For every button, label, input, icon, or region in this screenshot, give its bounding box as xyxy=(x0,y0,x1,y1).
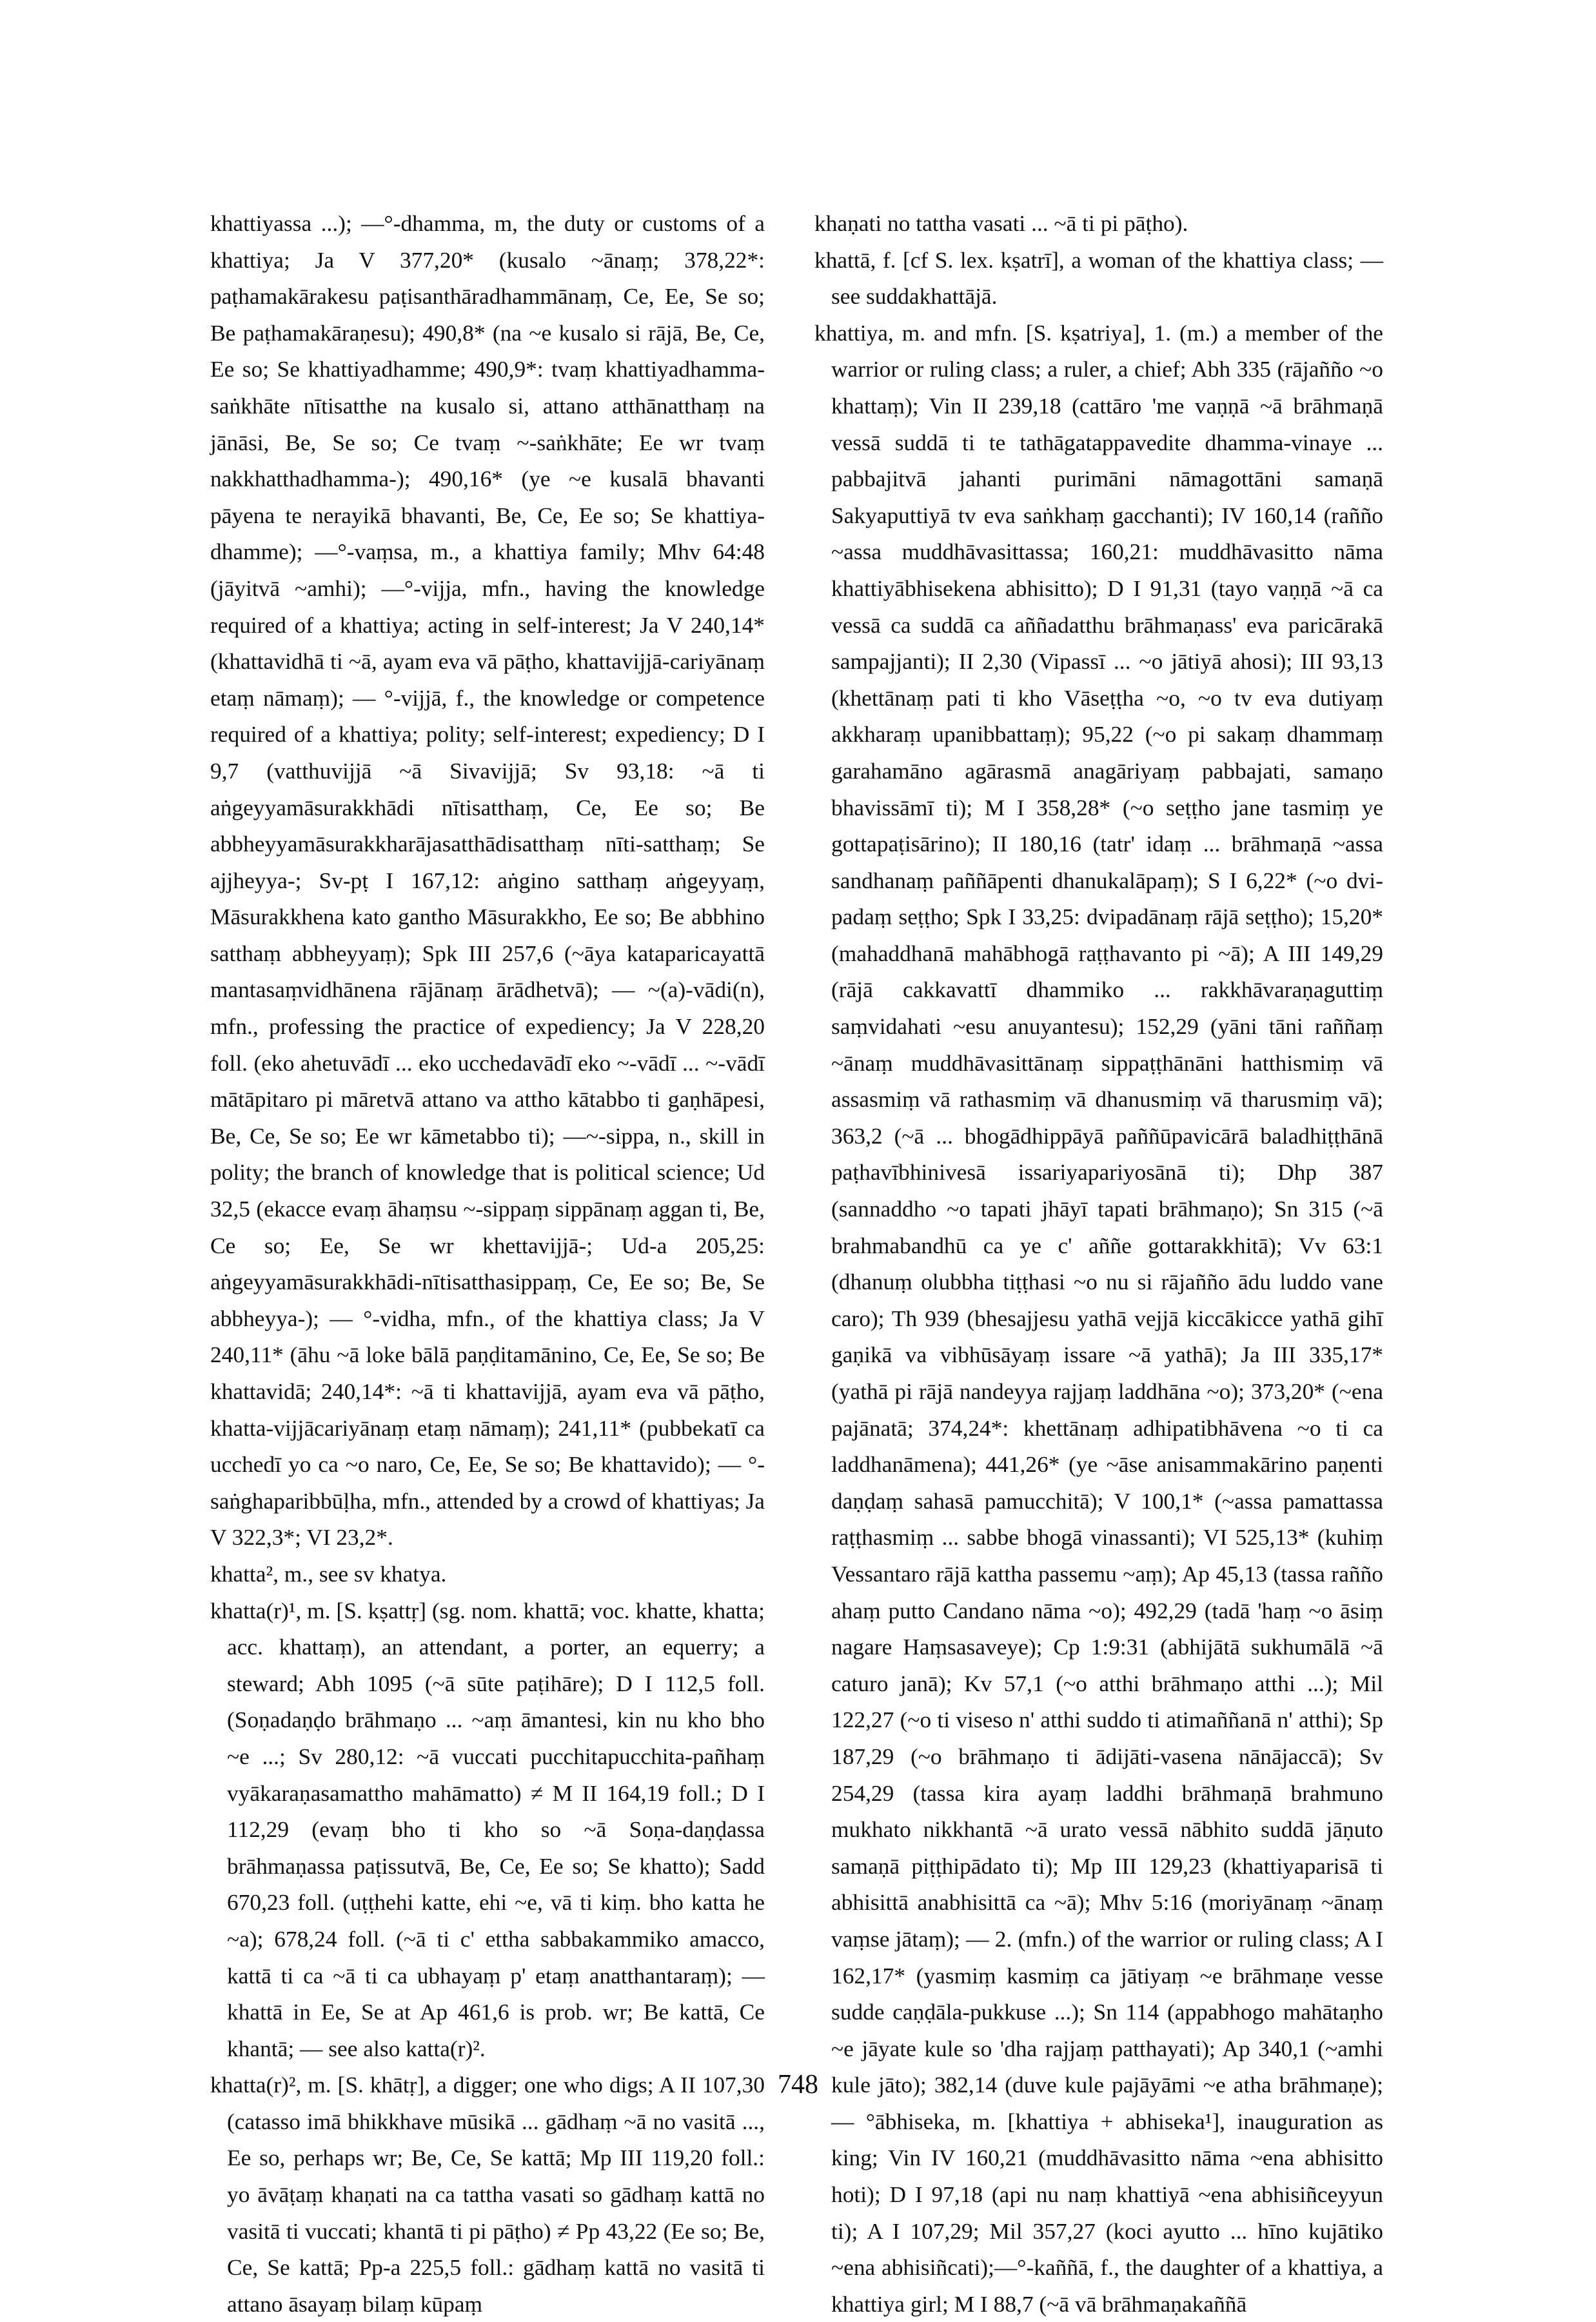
dictionary-entry: khattā, f. [cf S. lex. kṣatrī], a woman of the khattiya class; — see suddakhattājā. xyxy=(814,246,1383,310)
dictionary-entry: khatta(r)¹, m. [S. kṣattṛ] (sg. nom. khattā; voc. khatte, khatta; acc. khattaṃ), an attendant, a porter, an equerry; a steward; Abh 1095 (~ā sūte paṭihāre); D I 112,5 foll. (Soṇadaṇḍo brāhmaṇo ... ~aṃ āmantesi, kin nu kho bho ~e ...; Sv 280,12: ~ā vuccati pucchitapucchita-pañhaṃ vyākaraṇasamattho mahāmatto) ≠ M II 164,19 foll.; D I 112,29 (evaṃ bho ti kho so ~ā Soṇa-daṇḍassa brāhmaṇassa paṭissutvā, Be, Ce, Ee so; Se khatto); Sadd 670,23 foll. (uṭṭhehi katte, ehi ~e, vā ti kiṃ. bho katta he ~a); 678,24 foll. (~ā ti c' ettha sabbakammiko amacco, kattā ti ca ~ā ti ca ubhayaṃ p' etaṃ anatthantaraṃ); — khattā in Ee, Se at Ap 461,6 is prob. wr; Be kattā, Ce khantā; — see also katta(r)². xyxy=(210,1597,765,2061)
dictionary-entry: khatta², m., see sv khatya. xyxy=(210,1560,447,1587)
dictionary-entry-continuation: khaṇati no tattha vasati ... ~ā ti pi pāṭho). xyxy=(814,210,1188,236)
dictionary-entry-continuation: khattiyassa ...); —°-dhamma, m, the duty or customs of a khattiya; Ja V 377,20* (kusalo ~ānaṃ; 378,22*: paṭhamakārakesu paṭisanthāradhammānaṃ, Ce, Ee, Se so; Be paṭhamakāraṇesu); 490,8* (na ~e kusalo si rājā, Be, Ce, Ee so; Se khattiyadhamme; 490,9*: tvaṃ khattiyadhamma-saṅkhāte nītisatthe na kusalo si, attano atthānatthaṃ na jānāsi, Be, Se so; Ce tvaṃ ~-saṅkhāte; Ee wr tvaṃ nakkhatthadhamma-); 490,16* (ye ~e kusalā bhavanti pāyena te nerayikā bhavanti, Be, Ce, Ee so; Se khattiya-dhamme); —°-vaṃsa, m., a khattiya family; Mhv 64:48 (jāyitvā ~amhi); —°-vijja, mfn., having the knowledge required of a khattiya; acting in self-interest; Ja V 240,14* (khattavidhā ti ~ā, ayam eva vā pāṭho, khattavijjā-cariyānaṃ etaṃ nāmaṃ); — °-vijjā, f., the knowledge or competence required of a khattiya; polity; self-interest; expediency; D I 9,7 (vatthuvijjā ~ā Sivavijjā; Sv 93,18: ~ā ti aṅgeyyamāsurakkhādi nītisatthaṃ, Ce, Ee so; Be abbheyyamāsurakkharājasatthādisatthaṃ nīti-satthaṃ; Se ajjheyya-; Sv-pṭ I 167,12: aṅgino satthaṃ aṅgeyyaṃ, Māsurakkhena kato gantho Māsurakkho, Ee so; Be abbhino satthaṃ abbheyyaṃ); Spk III 257,6 (~āya kataparicayattā mantasaṃvidhānena rājānaṃ ārādhetvā); — ~(a)-vādi(n), mfn., professing the practice of expediency; Ja V 228,20 foll. (eko ahetuvādī ... eko ucchedavādī eko ~-vādī ... ~-vādī mātāpitaro pi māretvā attano va attho kātabbo ti gaṇhāpesi, Be, Ce, Se so; Ee wr kāmetabbo ti); —~-sippa, n., skill in polity; the branch of knowledge that is political science; Ud 32,5 (ekacce evaṃ āhaṃsu ~-sippaṃ sippānaṃ aggan ti, Be, Ce so; Ee, Se wr khettavijjā-; Ud-a 205,25: aṅgeyyamāsurakkhādi-nītisatthasippaṃ, Ce, Ee so; Be, Se abbheyya-); — °-vidha, mfn., of the khattiya class; Ja V 240,11* (āhu ~ā loke bālā paṇḍitamānino, Ce, Ee, Se so; Be khattavidā; 240,14*: ~ā ti khattavijjā, ayam eva vā pāṭho, khatta-vijjācariyānaṃ etaṃ nāmaṃ); 241,11* (pubbekatī ca ucchedī yo ca ~o naro, Ce, Ee, Se so; Be khattavido); — °-saṅghaparibbūḷha, mfn., attended by a crowd of khattiyas; Ja V 322,3*; VI 23,2*. xyxy=(210,210,765,1551)
dictionary-entry: khattiya, m. and mfn. [S. kṣatriya], 1. (m.) a member of the warrior or ruling class; a ruler, a chief; Abh 335 (rājañño ~o khattaṃ); Vin II 239,18 (cattāro 'me vaṇṇā ~ā brāhmaṇā vessā suddā ti te tathāgatappavedite dhamma-vinaye ... pabbajitvā jahanti purimāni nāmagottāni samaṇā Sakyaputtiyā tv eva saṅkhaṃ gacchanti); IV 160,14 (rañño ~assa muddhāvasittassa; 160,21: muddhāvasitto nāma khattiyābhisekena abhisitto); D I 91,31 (tayo vaṇṇā ~ā ca vessā ca suddā ca aññadatthu brāhmaṇass' eva paricārakā sampajjanti); II 2,30 (Vipassī ... ~o jātiyā ahosi); III 93,13 (khettānaṃ pati ti kho Vāseṭṭha ~o, ~o tv eva dutiyaṃ akkharaṃ upanibbattaṃ); 95,22 (~o pi sakaṃ dhammaṃ garahamāno agārasmā anagāriyaṃ pabbajati, samaṇo bhavissāmī ti); M I 358,28* (~o seṭṭho jane tasmiṃ ye gottapaṭisārino); II 180,16 (tatr' idaṃ ... brāhmaṇā ~assa sandhanaṃ paññāpenti dhanukalāpaṃ); S I 6,22* (~o dvi-padaṃ seṭṭho; Spk I 33,25: dvipadānaṃ rājā seṭṭho); 15,20* (mahaddhanā mahābhogā raṭṭhavanto pi ~ā); A III 149,29 (rājā cakkavattī dhammiko ... rakkhāvaraṇaguttiṃ saṃvidahati ~esu anuyantesu); 152,29 (yāni tāni raññaṃ ~ānaṃ muddhāvasittānaṃ sippaṭṭhānāni hatthismiṃ vā assasmiṃ vā rathasmiṃ vā dhanusmiṃ vā tharusmiṃ vā); 363,2 (~ā ... bhogādhippāyā paññūpavicārā baladhiṭṭhānā paṭhavībhinivesā issariyapariyosānā ti); Dhp 387 (sannaddho ~o tapati jhāyī tapati brāhmaṇo); Sn 315 (~ā brahmabandhū ca ye c' aññe gottarakkhitā); Vv 63:1 (dhanuṃ olubbha tiṭṭhasi ~o nu si rājañño ādu luddo vane caro); Th 939 (bhesajjesu yathā vejjā kiccākicce yathā gihī gaṇikā va vibhūsāyaṃ issare ~ā yathā); Ja III 335,17* (yathā pi rājā nandeyya rajjaṃ laddhāna ~o); 373,20* (~ena pajānatā; 374,24*: khettānaṃ adhipatibhāvena ~o ti ca laddhanāmena); 441,26* (ye ~āse anisammakārino paṇenti daṇḍaṃ sahasā pamucchitā); V 100,1* (~assa pamattassa raṭṭhasmiṃ ... sabbe bhogā vinassanti); VI 525,13* (kuhiṃ Vessantaro rājā kattha passemu ~aṃ); Ap 45,13 (tassa rañño ahaṃ putto Candano nāma ~o); 492,29 (tadā 'haṃ ~o āsiṃ nagare Haṃsasaveye); Cp 1:9:31 (abhijātā sukhumālā ~ā caturo janā); Kv 57,1 (~o atthi brāhmaṇo atthi ...); Mil 122,27 (~o ti viseso n' atthi suddo ti atimaññanā n' atthi); Sp 187,29 (~o brāhmaṇo ti ādijāti-vasena nānājaccā); Sv 254,29 (tassa kira ayaṃ laddhi brāhmaṇā brahmuno mukhato nikkhantā ~ā urato vessā nābhito suddā jāṇuto samaṇā piṭṭhipādato ti); Mp III 129,23 (khattiyaparisā ti abhisittā anabhisittā ca ~ā); Mhv 5:16 (moriyānaṃ ~ānaṃ vaṃse jātaṃ); — 2. (mfn.) of the warrior or ruling class; A I 162,17* (yasmiṃ kasmiṃ ca jātiyaṃ ~e brāhmaṇe vesse sudde caṇḍāla-pukkuse ...); Sn 114 (appabhogo mahātaṇho ~e jāyate kule so 'dha rajjaṃ patthayati); Ap 340,1 (~amhi kule jāto); 382,14 (duve kule pajāyāmi ~e atha brāhmaṇe); — °ābhiseka, m. [khattiya + abhiseka¹], inauguration as king; Vin IV 160,21 (muddhāvasitto nāma ~ena abhisitto hoti); D I 97,18 (api nu naṃ khattiyā ~ena abhisiñceyyun ti); A I 107,29; Mil 357,27 (koci ayutto ... hīno kujātiko ~ena abhisiñcati);—°-kaññā, f., the daughter of a khattiya, a khattiya girl; M I 88,7 (~ā vā brāhmaṇakaññā xyxy=(814,319,1383,2317)
dictionary-entry: khatta(r)², m. [S. khātṛ], a digger; one who digs; A II 107,30 (catasso imā bhikkhave mūsikā ... gādhaṃ ~ā no vasitā ..., Ee so, perhaps wr; Be, Ce, Se kattā; Mp III 119,20 foll.: yo āvāṭaṃ khaṇati na ca tattha vasati so gādhaṃ kattā no vasitā ti vuccati; khantā ti pi pāṭho) ≠ Pp 43,22 (Ee so; Be, Ce, Se kattā; Pp-a 225,5 foll.: gādhaṃ kattā no vasitā ti attano āsayaṃ bilaṃ kūpaṃ xyxy=(210,2072,765,2317)
right-column xyxy=(814,205,1383,2322)
page-number: 748 xyxy=(778,2070,818,2099)
left-column xyxy=(210,205,765,2322)
